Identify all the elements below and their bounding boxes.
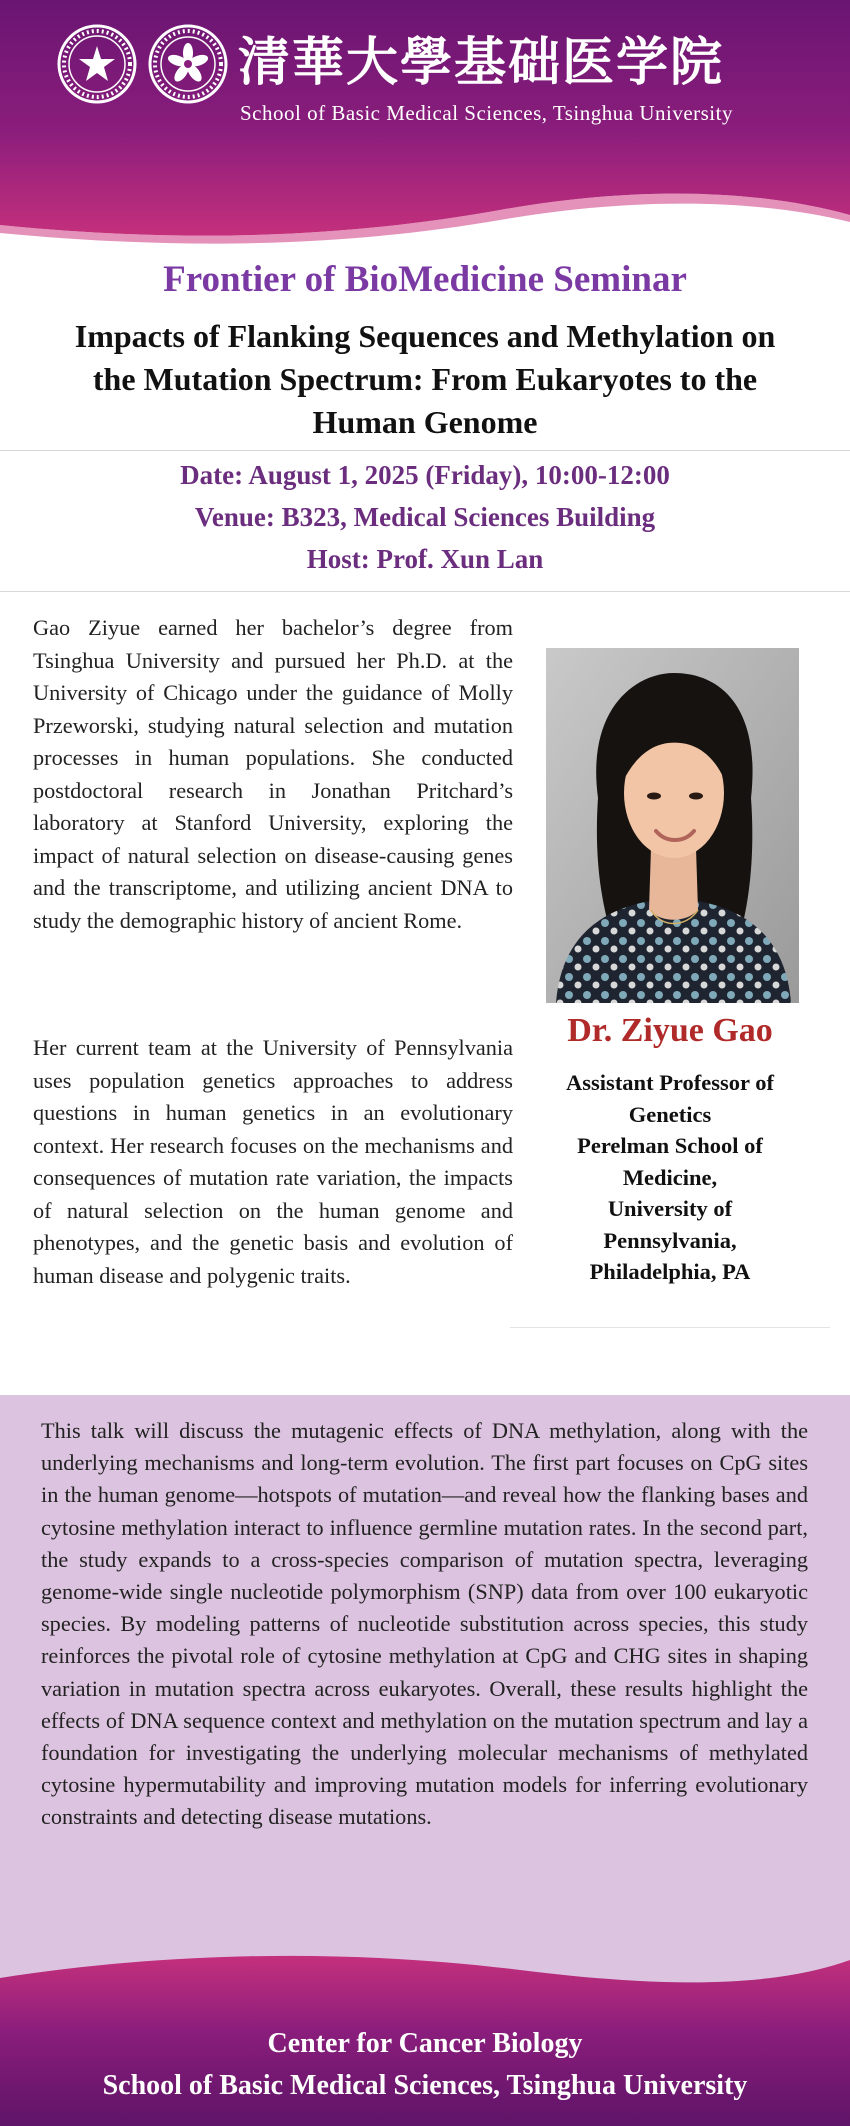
speaker-bio-paragraph: Gao Ziyue earned her bachelor’s degree from Tsinghua University and pursued her Ph.D. at the University of Chicago under the guidance of Molly Przeworski, studying natural selection and mutation processes in human populations. She conducted postdoctoral research in Jonathan Pritchard’s laboratory at Stanford University, exploring the impact of natural selection on disease-causing genes and the transcriptome, and utilizing ancient DNA to study the demographic history of ancient Rome.	[33, 615, 513, 933]
event-venue: Venue: B323, Medical Sciences Building	[194, 502, 656, 532]
school-english-name: School of Basic Medical Sciences, Tsinghua University	[240, 101, 733, 125]
speaker-photo	[546, 648, 799, 1003]
affiliation-line: Medicine,	[622, 1164, 718, 1190]
affiliation-line: Philadelphia, PA	[589, 1259, 751, 1284]
tsinghua-university-seal-icon	[57, 24, 137, 104]
event-host: Host: Prof. Xun Lan	[306, 544, 544, 574]
talk-title	[25, 315, 825, 444]
affiliation-line: Pennsylvania,	[603, 1227, 737, 1253]
school-bauhinia-seal-icon	[148, 24, 228, 104]
speaker-affiliation	[530, 1067, 810, 1288]
affiliation-line: Assistant Professor of	[566, 1070, 774, 1095]
footer-banner	[0, 1940, 850, 2126]
speaker-bio-paragraph: Her current team at the University of Pennsylvania uses population genetics approaches to address questions in human genetics in an evolutionary context. Her research focuses on the mechanisms and consequences of mutation rate variation, the impacts of natural selection on the human genome and phenotypes, and the genetic basis and evolution of human disease and polygenic traits.	[33, 1035, 513, 1288]
talk-title-line: Impacts of Flanking Sequences and Methylation on	[74, 318, 776, 354]
affiliation-line: University of	[607, 1196, 733, 1221]
event-date: Date: August 1, 2025 (Friday), 10:00-12:00	[180, 460, 670, 490]
affiliation-line: Perelman School of	[577, 1133, 763, 1158]
header-banner	[0, 0, 850, 270]
school-chinese-name: 清華大學基础医学院	[238, 32, 725, 93]
affiliation-line: Genetics	[628, 1101, 712, 1127]
talk-title-line: the Mutation Spectrum: From Eukaryotes to the	[92, 361, 758, 397]
talk-abstract: This talk will discuss the mutagenic effects of DNA methylation, along with the underlying mechanisms and long-term evolution. The first part focuses on CpG sites in the human genome—hotspots of mutation—and reveal how the flanking bases and cytosine methylation interact to influence germline mutation rates. In the second part, the study expands to a cross-species comparison of mutation spectra, leveraging genome-wide single nucleotide polymorphism (SNP) data from over 100 eukaryotic species. By modeling patterns of nucleotide substitution across species, this study reinforces the pivotal role of cytosine methylation at CpG and CHG sites in shaping variation in mutation spectra across eukaryotes. Overall, these results highlight the effects of DNA sequence context and methylation on the mutation spectrum and lay a foundation for investigating the underlying molecular mechanisms of methylated cytosine hypermutability and improving mutation models for inferring evolutionary constraints and detecting disease mutations.	[41, 1418, 808, 1830]
speaker-name: Dr. Ziyue Gao	[567, 1012, 773, 1049]
footer-school-name: School of Basic Medical Sciences, Tsinghua University	[102, 2070, 748, 2101]
divider	[0, 591, 850, 592]
divider	[510, 1327, 830, 1328]
talk-title-line: Human Genome	[312, 404, 538, 440]
divider	[0, 450, 850, 451]
footer-center-name: Center for Cancer Biology	[267, 2028, 583, 2059]
seminar-series-title: Frontier of BioMedicine Seminar	[163, 259, 687, 300]
